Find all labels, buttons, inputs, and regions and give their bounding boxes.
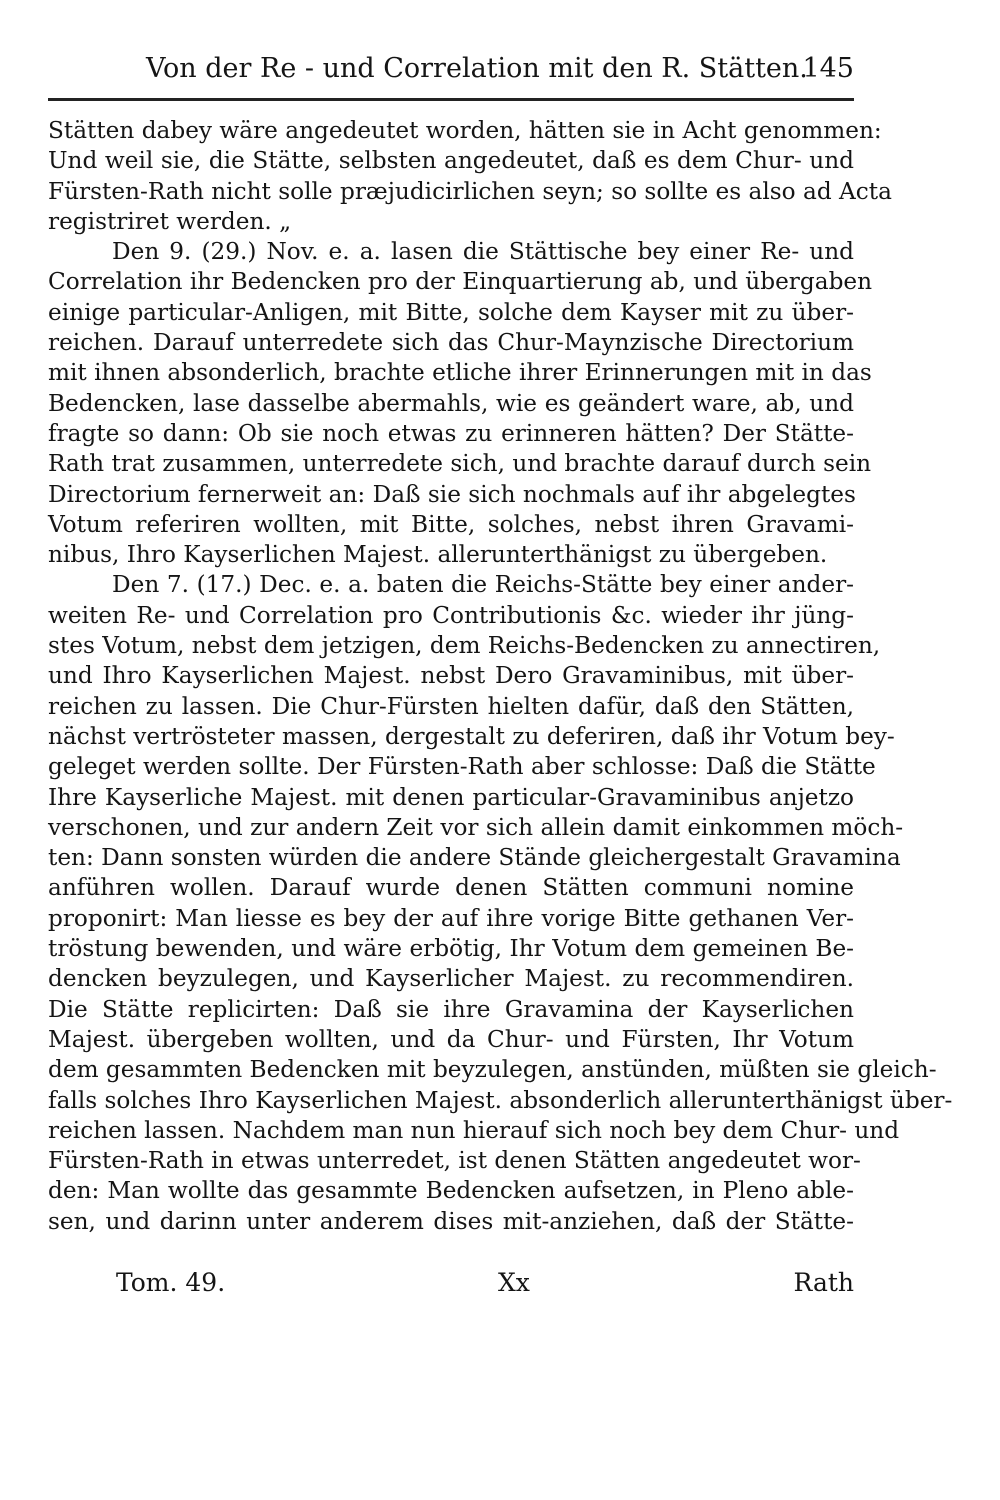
page-footer bbox=[48, 1266, 854, 1302]
page-header bbox=[48, 50, 854, 90]
text-line: und Ihro Kayserlichen Majest. nebst Dero Gravaminibus, mit über- bbox=[48, 662, 854, 690]
text-line: Ihre Kayserliche Majest. mit denen particular-Gravaminibus anjetzo bbox=[48, 783, 854, 811]
text-line: Fürsten-Rath nicht solle præjudicirlichen seyn; so sollte es also ad Acta bbox=[48, 177, 892, 205]
catchword: Rath bbox=[793, 1268, 854, 1297]
text-line: verschonen, und zur andern Zeit vor sich allein damit einkommen möch- bbox=[48, 813, 904, 841]
text-line: fragte so dann: Ob sie noch etwas zu erinneren hätten? Der Stätte- bbox=[48, 419, 854, 447]
text-line: weiten Re- und Correlation pro Contributionis &c. wieder ihr jüng- bbox=[48, 601, 854, 629]
text-line: Die Stätte replicirten: Daß sie ihre Gravamina der Kayserlichen bbox=[48, 995, 854, 1023]
text-line: mit ihnen absonderlich, brachte etliche ihrer Erinnerungen mit in das bbox=[48, 359, 872, 387]
signature-mark: Xx bbox=[498, 1268, 530, 1297]
text-line: anführen wollen. Darauf wurde denen Stätten communi nomine bbox=[48, 874, 854, 902]
text-line: Fürsten-Rath in etwas unterredet, ist denen Stätten angedeutet wor- bbox=[48, 1147, 861, 1175]
text-line: einige particular-Anligen, mit Bitte, solche dem Kayser mit zu über- bbox=[48, 298, 854, 326]
text-line: reichen zu lassen. Die Chur-Fürsten hielten dafür, daß den Stätten, bbox=[48, 692, 854, 720]
text-line: den: Man wollte das gesammte Bedencken aufsetzen, in Pleno able- bbox=[48, 1177, 854, 1205]
text-line: proponirt: Man liesse es bey der auf ihre vorige Bitte gethanen Ver- bbox=[48, 904, 854, 932]
text-line: Votum referiren wollten, mit Bitte, solches, nebst ihren Gravami- bbox=[48, 510, 854, 538]
text-line: dem gesammten Bedencken mit beyzulegen, anstünden, müßten sie gleich- bbox=[48, 1056, 937, 1084]
text-line: Bedencken, lase dasselbe abermahls, wie es geändert ware, ab, und bbox=[48, 389, 854, 417]
text-line: reichen lassen. Nachdem man nun hierauf sich noch bey dem Chur- und bbox=[48, 1116, 900, 1144]
text-line: reichen. Darauf unterredete sich das Chur-Maynzische Directorium bbox=[48, 329, 854, 357]
text-line: tröstung bewenden, und wäre erbötig, Ihr Votum dem gemeinen Be- bbox=[48, 935, 854, 963]
text-line: Rath trat zusammen, unterredete sich, und brachte darauf durch sein bbox=[48, 450, 872, 478]
text-line: nibus, Ihro Kayserlichen Majest. allerunterthänigst zu übergeben. bbox=[48, 541, 828, 569]
text-line: Correlation ihr Bedencken pro der Einquartierung ab, und übergaben bbox=[48, 268, 873, 296]
running-head: Von der Re - und Correlation mit den R. Stätten. bbox=[146, 53, 808, 84]
volume-label: Tom. 49. bbox=[116, 1268, 226, 1297]
text-line: ten: Dann sonsten würden die andere Stände gleichergestalt Gravamina bbox=[48, 844, 901, 872]
text-line: geleget werden sollte. Der Fürsten-Rath aber schlosse: Daß die Stätte bbox=[48, 753, 876, 781]
text-line: nächst vertrösteter massen, dergestalt zu deferiren, daß ihr Votum bey- bbox=[48, 722, 895, 750]
text-line: sen, und darinn unter anderem dises mit-anziehen, daß der Stätte- bbox=[48, 1207, 854, 1235]
header-rule bbox=[48, 98, 854, 101]
text-line: stes Votum, nebst dem jetzigen, dem Reichs-Bedencken zu annectiren, bbox=[48, 632, 881, 660]
text-line: Und weil sie, die Stätte, selbsten angedeutet, daß es dem Chur- und bbox=[48, 147, 854, 175]
text-line: dencken beyzulegen, und Kayserlicher Majest. zu recommendiren. bbox=[48, 965, 854, 993]
page-number: 145 bbox=[802, 53, 854, 84]
paragraph-start-line: Den 9. (29.) Nov. e. a. lasen die Stättische bey einer Re- und bbox=[112, 238, 854, 266]
text-line: registriret werden. „ bbox=[48, 207, 292, 235]
text-line: Majest. übergeben wollten, und da Chur- und Fürsten, Ihr Votum bbox=[48, 1025, 854, 1053]
paragraph-start-line: Den 7. (17.) Dec. e. a. baten die Reichs-Stätte bey einer ander- bbox=[112, 571, 854, 599]
text-line: Stätten dabey wäre angedeutet worden, hätten sie in Acht genommen: bbox=[48, 117, 882, 144]
text-line: falls solches Ihro Kayserlichen Majest. absonderlich allerunterthänigst über- bbox=[48, 1086, 953, 1114]
body-text bbox=[48, 116, 953, 1237]
text-line: Directorium fernerweit an: Daß sie sich nochmals auf ihr abgelegtes bbox=[48, 480, 856, 508]
